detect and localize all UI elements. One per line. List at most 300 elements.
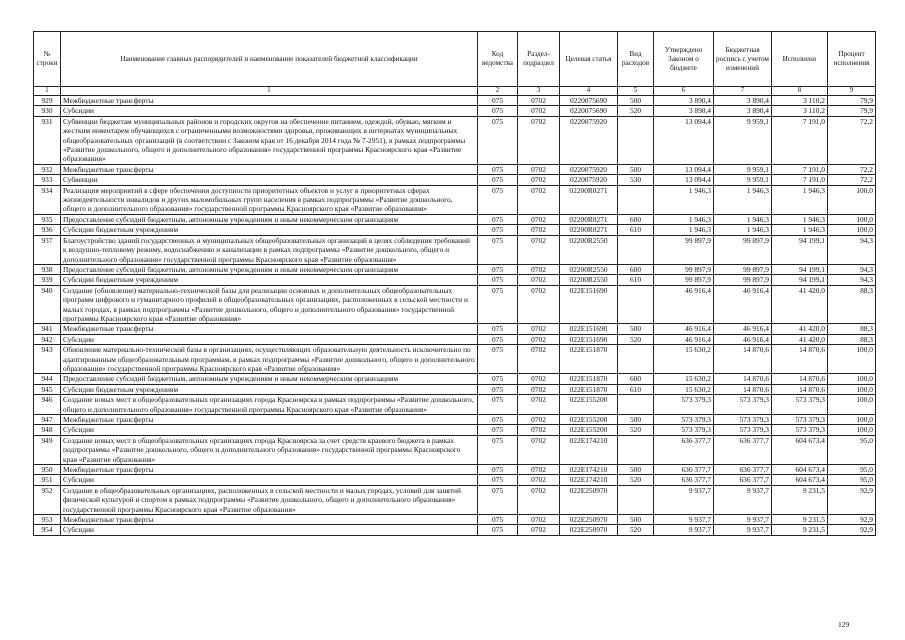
row-number-cell: 945 [34,384,61,394]
row-number-cell: 944 [34,374,61,384]
budget-schedule-amount-cell: 636 377,7 [714,465,772,475]
table-row [34,435,876,464]
section-cell: 0702 [518,465,560,475]
budget-report-sheet [33,31,875,536]
percent-cell: 95,0 [828,465,876,475]
column-number: 5 [618,87,654,96]
section-cell: 0702 [518,185,560,214]
table-row [34,384,876,394]
row-number-cell: 946 [34,395,61,415]
header-department-code: Код ведомства [478,32,518,87]
row-number-cell: 936 [34,225,61,235]
percent-cell: 72,2 [828,175,876,185]
section-cell: 0702 [518,415,560,425]
budget-schedule-amount-cell: 9 937,7 [714,525,772,535]
approved-amount-cell: 46 916,4 [654,334,714,344]
executed-amount-cell: 14 870,6 [772,384,828,394]
department-code-cell: 075 [478,465,518,475]
expense-type-cell [618,285,654,324]
expense-type-cell: 500 [618,96,654,106]
row-name-cell: Межбюджетные трансферты [61,96,478,106]
section-cell: 0702 [518,384,560,394]
target-item-cell: 022E151870 [560,345,618,374]
approved-amount-cell: 9 937,7 [654,485,714,514]
expense-type-cell [618,185,654,214]
header-approved: Утверждено Законом о бюджете [654,32,714,87]
percent-cell: 95,0 [828,435,876,464]
budget-schedule-amount-cell: 636 377,7 [714,435,772,464]
executed-amount-cell: 3 110,2 [772,106,828,116]
percent-cell: 92,9 [828,485,876,514]
header-section: Раздел-подраздел [518,32,560,87]
section-cell: 0702 [518,225,560,235]
section-cell: 0702 [518,334,560,344]
row-name-cell: Субсидии бюджетным учреждениям [61,275,478,285]
row-name-cell: Благоустройство зданий государственных и муниципальных общеобразовательных организаций в целях соблюдения требований к воздушно-тепловому режиму, водоснабжению и канализации в рамках подпрограммы «Развитие дошкольного, общего и дополнительного образования» государственной программы Красноярского края «Развитие образования» [61,235,478,264]
department-code-cell: 075 [478,116,518,164]
budget-schedule-amount-cell: 99 897,9 [714,235,772,264]
target-item-cell: 022E174210 [560,465,618,475]
department-code-cell: 075 [478,485,518,514]
budget-schedule-amount-cell: 46 916,4 [714,334,772,344]
table-row [34,395,876,415]
percent-cell: 95,0 [828,475,876,485]
expense-type-cell: 500 [618,164,654,174]
budget-schedule-amount-cell: 636 377,7 [714,475,772,485]
expense-type-cell: 610 [618,384,654,394]
header-expense-type: Вид расходов [618,32,654,87]
target-item-cell: 02200R0271 [560,214,618,224]
expense-type-cell: 520 [618,334,654,344]
executed-amount-cell: 14 870,6 [772,374,828,384]
row-name-cell: Предоставление субсидий бюджетным, автономным учреждениям и иным некоммерческим организациям [61,264,478,274]
approved-amount-cell: 573 379,3 [654,425,714,435]
expense-type-cell: 600 [618,374,654,384]
executed-amount-cell: 41 420,0 [772,285,828,324]
executed-amount-cell: 1 946,3 [772,214,828,224]
budget-table [33,31,876,536]
row-name-cell: Создание новых мест в общеобразовательных организациях города Красноярска за счет средств краевого бюджета в рамках подпрограммы «Развитие дошкольного, общего и дополнительного образования» государственной программы Красноярского края «Развитие образования» [61,435,478,464]
row-number-cell: 929 [34,96,61,106]
column-number: 7 [714,87,772,96]
row-number-cell: 931 [34,116,61,164]
budget-schedule-amount-cell: 14 870,6 [714,384,772,394]
expense-type-cell [618,435,654,464]
table-row [34,185,876,214]
table-row [34,334,876,344]
table-row [34,235,876,264]
target-item-cell: 022E151870 [560,384,618,394]
expense-type-cell [618,235,654,264]
percent-cell: 94,3 [828,264,876,274]
section-cell: 0702 [518,324,560,334]
target-item-cell: 02200R2550 [560,264,618,274]
table-row [34,324,876,334]
expense-type-cell: 600 [618,214,654,224]
row-name-cell: Межбюджетные трансферты [61,465,478,475]
executed-amount-cell: 9 231,5 [772,485,828,514]
target-item-cell: 022E155200 [560,415,618,425]
section-cell: 0702 [518,106,560,116]
budget-schedule-amount-cell: 1 946,3 [714,225,772,235]
section-cell: 0702 [518,214,560,224]
target-item-cell: 022E155200 [560,395,618,415]
header-executed: Исполнено [772,32,828,87]
row-name-cell: Межбюджетные трансферты [61,515,478,525]
approved-amount-cell: 99 897,9 [654,264,714,274]
executed-amount-cell: 9 231,5 [772,525,828,535]
target-item-cell: 022E174210 [560,475,618,485]
row-name-cell: Субсидии [61,106,478,116]
section-cell: 0702 [518,515,560,525]
row-name-cell: Предоставление субсидий бюджетным, автономным учреждениям и иным некоммерческим организациям [61,214,478,224]
target-item-cell: 0220075920 [560,164,618,174]
row-number-cell: 934 [34,185,61,214]
percent-cell: 100,0 [828,425,876,435]
row-number-cell: 932 [34,164,61,174]
percent-cell: 94,3 [828,275,876,285]
target-item-cell: 02200R0271 [560,225,618,235]
department-code-cell: 075 [478,384,518,394]
executed-amount-cell: 14 870,6 [772,345,828,374]
percent-cell: 79,9 [828,96,876,106]
table-row [34,285,876,324]
section-cell: 0702 [518,275,560,285]
expense-type-cell: 520 [618,525,654,535]
row-name-cell: Субвенции бюджетам муниципальных районов и городских округов на обеспечение питанием, одеждой, обувью, мягким и жестким инвентарем обучающихся с ограниченными возможностями здоровья, проживающих в интернатах муниципальных общеобразовательных организаций (в соответствии с Законом края от 16 декабря 2014 года № 7-2951), в рамках подпрограммы «Развитие дошкольного, общего и дополнительного образования» государственной программы Красноярского края «Развитие образования» [61,116,478,164]
executed-amount-cell: 41 420,0 [772,334,828,344]
department-code-cell: 075 [478,264,518,274]
approved-amount-cell: 636 377,7 [654,475,714,485]
header-budget-schedule: Бюджетная роспись с учетом изменений [714,32,772,87]
expense-type-cell: 600 [618,264,654,274]
section-cell: 0702 [518,345,560,374]
section-cell: 0702 [518,425,560,435]
row-name-cell: Субсидии бюджетным учреждениям [61,225,478,235]
table-row [34,515,876,525]
column-number: 3 [518,87,560,96]
department-code-cell: 075 [478,175,518,185]
table-row [34,345,876,374]
row-number-cell: 942 [34,334,61,344]
budget-schedule-amount-cell: 573 379,3 [714,425,772,435]
expense-type-cell [618,345,654,374]
budget-schedule-amount-cell: 99 897,9 [714,264,772,274]
department-code-cell: 075 [478,275,518,285]
department-code-cell: 075 [478,285,518,324]
row-name-cell: Субсидии [61,525,478,535]
department-code-cell: 075 [478,415,518,425]
row-name-cell: Субсидии [61,425,478,435]
section-cell: 0702 [518,164,560,174]
row-name-cell: Создание (обновление) материально-технической базы для реализации основных и дополнительных общеобразовательных программ цифрового и гуманитарного профилей в общеобразовательных организациях, расположенных в сельской местности и малых городах, в рамках подпрограммы «Развитие дошкольного, общего и дополнительного образования» государственной программы Красноярского края «Развитие образования» [61,285,478,324]
section-cell: 0702 [518,235,560,264]
header-percent: Процент исполнения [828,32,876,87]
percent-cell: 72,2 [828,164,876,174]
approved-amount-cell: 9 937,7 [654,525,714,535]
row-name-cell: Предоставление субсидий бюджетным, автономным учреждениям и иным некоммерческим организациям [61,374,478,384]
section-cell: 0702 [518,525,560,535]
executed-amount-cell: 1 946,3 [772,225,828,235]
section-cell: 0702 [518,116,560,164]
row-name-cell: Обновление материально-технической базы в организациях, осуществляющих образовательную деятельность исключительно по адаптированным общеобразовательным программам, в рамках подпрограммы «Развитие дошкольного, общего и дополнительного образования» государственной программы Красноярского края «Развитие образования» [61,345,478,374]
department-code-cell: 075 [478,235,518,264]
executed-amount-cell: 9 231,5 [772,515,828,525]
percent-cell: 92,9 [828,515,876,525]
table-header-row [34,32,876,87]
row-name-cell: Межбюджетные трансферты [61,324,478,334]
department-code-cell: 075 [478,525,518,535]
header-target-item: Целевая статья [560,32,618,87]
budget-schedule-amount-cell: 1 946,3 [714,185,772,214]
row-number-cell: 933 [34,175,61,185]
row-number-cell: 938 [34,264,61,274]
percent-cell: 72,2 [828,116,876,164]
budget-schedule-amount-cell: 9 959,1 [714,175,772,185]
budget-schedule-amount-cell: 573 379,3 [714,415,772,425]
budget-schedule-amount-cell: 9 937,7 [714,485,772,514]
row-name-cell: Субсидии [61,475,478,485]
row-number-cell: 949 [34,435,61,464]
column-number: 8 [772,87,828,96]
approved-amount-cell: 636 377,7 [654,435,714,464]
budget-schedule-amount-cell: 9 959,1 [714,116,772,164]
percent-cell: 100,0 [828,345,876,374]
row-name-cell: Создание новых мест в общеобразовательных организациях города Красноярска в рамках подпрограммы «Развитие дошкольного, общего и дополнительного образования» государственной программы Красноярского края «Развитие образования» [61,395,478,415]
approved-amount-cell: 9 937,7 [654,515,714,525]
table-row [34,374,876,384]
executed-amount-cell: 604 673,4 [772,475,828,485]
expense-type-cell: 520 [618,106,654,116]
executed-amount-cell: 1 946,3 [772,185,828,214]
column-number: 6 [654,87,714,96]
table-row [34,214,876,224]
table-row [34,425,876,435]
percent-cell: 100,0 [828,384,876,394]
table-row [34,525,876,535]
table-row [34,415,876,425]
department-code-cell: 075 [478,374,518,384]
percent-cell: 92,9 [828,525,876,535]
department-code-cell: 075 [478,334,518,344]
approved-amount-cell: 15 630,2 [654,345,714,374]
target-item-cell: 022E151690 [560,285,618,324]
section-cell: 0702 [518,475,560,485]
section-cell: 0702 [518,485,560,514]
target-item-cell: 022E250970 [560,515,618,525]
target-item-cell: 0220075690 [560,96,618,106]
department-code-cell: 075 [478,225,518,235]
budget-schedule-amount-cell: 14 870,6 [714,374,772,384]
row-name-cell: Межбюджетные трансферты [61,415,478,425]
approved-amount-cell: 573 379,3 [654,415,714,425]
executed-amount-cell: 3 110,2 [772,96,828,106]
expense-type-cell: 500 [618,515,654,525]
approved-amount-cell: 13 094,4 [654,164,714,174]
expense-type-cell [618,485,654,514]
approved-amount-cell: 1 946,3 [654,214,714,224]
executed-amount-cell: 573 379,3 [772,395,828,415]
approved-amount-cell: 15 630,2 [654,384,714,394]
expense-type-cell: 500 [618,415,654,425]
target-item-cell: 0220075920 [560,175,618,185]
executed-amount-cell: 573 379,3 [772,415,828,425]
executed-amount-cell: 94 199,1 [772,275,828,285]
percent-cell: 94,3 [828,235,876,264]
row-name-cell: Создание в общеобразовательных организациях, расположенных в сельской местности и малых городах, условий для занятий физической культурой и спортом в рамках подпрограммы «Развитие дошкольного, общего и дополнительного образования» государственной программы Красноярского края «Развитие образования» [61,485,478,514]
column-number: 9 [828,87,876,96]
percent-cell: 100,0 [828,415,876,425]
row-number-cell: 950 [34,465,61,475]
target-item-cell: 0220075920 [560,116,618,164]
row-name-cell: Межбюджетные трансферты [61,164,478,174]
executed-amount-cell: 41 420,0 [772,324,828,334]
expense-type-cell: 520 [618,475,654,485]
row-number-cell: 947 [34,415,61,425]
approved-amount-cell: 13 094,4 [654,116,714,164]
approved-amount-cell: 1 946,3 [654,185,714,214]
section-cell: 0702 [518,175,560,185]
budget-schedule-amount-cell: 46 916,4 [714,324,772,334]
target-item-cell: 02200R2550 [560,235,618,264]
section-cell: 0702 [518,96,560,106]
section-cell: 0702 [518,264,560,274]
table-row [34,106,876,116]
row-name-cell: Субвенции [61,175,478,185]
table-row [34,96,876,106]
expense-type-cell: 610 [618,225,654,235]
row-name-cell: Субсидии [61,334,478,344]
approved-amount-cell: 15 630,2 [654,374,714,384]
row-number-cell: 939 [34,275,61,285]
executed-amount-cell: 573 379,3 [772,425,828,435]
section-cell: 0702 [518,395,560,415]
approved-amount-cell: 636 377,7 [654,465,714,475]
target-item-cell: 02200R0271 [560,185,618,214]
department-code-cell: 075 [478,106,518,116]
target-item-cell: 0220075690 [560,106,618,116]
percent-cell: 100,0 [828,374,876,384]
target-item-cell: 02200R2550 [560,275,618,285]
approved-amount-cell: 1 946,3 [654,225,714,235]
row-name-cell: Реализация мероприятий в сфере обеспечения доступности приоритетных объектов и услуг в приоритетных сферах жизнедеятельности инвалидов и других маломобильных групп населения в рамках подпрограммы «Развитие дошкольного, общего и дополнительного образования» государственной программы Красноярского края «Развитие образования» [61,185,478,214]
budget-schedule-amount-cell: 1 946,3 [714,214,772,224]
section-cell: 0702 [518,435,560,464]
expense-type-cell: 520 [618,425,654,435]
table-row [34,475,876,485]
target-item-cell: 022E250970 [560,525,618,535]
target-item-cell: 022E250970 [560,485,618,514]
percent-cell: 100,0 [828,185,876,214]
executed-amount-cell: 604 673,4 [772,465,828,475]
table-row [34,275,876,285]
target-item-cell: 022E151690 [560,334,618,344]
approved-amount-cell: 3 890,4 [654,106,714,116]
row-number-cell: 937 [34,235,61,264]
budget-schedule-amount-cell: 573 379,3 [714,395,772,415]
percent-cell: 88,3 [828,334,876,344]
table-row [34,465,876,475]
approved-amount-cell: 573 379,3 [654,395,714,415]
department-code-cell: 075 [478,425,518,435]
row-number-cell: 943 [34,345,61,374]
expense-type-cell [618,395,654,415]
column-number: 1 [34,87,61,96]
approved-amount-cell: 99 897,9 [654,275,714,285]
executed-amount-cell: 604 673,4 [772,435,828,464]
executed-amount-cell: 94 199,1 [772,235,828,264]
executed-amount-cell: 94 199,1 [772,264,828,274]
column-number: 4 [560,87,618,96]
header-name: Наименование главных распорядителей и наименование показателей бюджетной классификации [61,32,478,87]
budget-schedule-amount-cell: 14 870,6 [714,345,772,374]
approved-amount-cell: 13 094,4 [654,175,714,185]
expense-type-cell: 610 [618,275,654,285]
percent-cell: 100,0 [828,225,876,235]
row-number-cell: 940 [34,285,61,324]
target-item-cell: 022E155200 [560,425,618,435]
executed-amount-cell: 7 191,0 [772,175,828,185]
section-cell: 0702 [518,374,560,384]
percent-cell: 88,3 [828,324,876,334]
percent-cell: 100,0 [828,214,876,224]
page-number: 129 [838,620,850,629]
percent-cell: 88,3 [828,285,876,324]
department-code-cell: 075 [478,214,518,224]
approved-amount-cell: 99 897,9 [654,235,714,264]
table-row [34,264,876,274]
table-row [34,164,876,174]
percent-cell: 79,9 [828,106,876,116]
department-code-cell: 075 [478,435,518,464]
department-code-cell: 075 [478,475,518,485]
budget-schedule-amount-cell: 3 890,4 [714,96,772,106]
row-number-cell: 953 [34,515,61,525]
column-number-row [34,87,876,96]
department-code-cell: 075 [478,395,518,415]
row-number-cell: 951 [34,475,61,485]
expense-type-cell: 500 [618,465,654,475]
column-number: 1 [61,87,478,96]
table-row [34,175,876,185]
department-code-cell: 075 [478,324,518,334]
department-code-cell: 075 [478,345,518,374]
department-code-cell: 075 [478,515,518,525]
row-number-cell: 952 [34,485,61,514]
row-number-cell: 941 [34,324,61,334]
row-name-cell: Субсидии бюджетным учреждениям [61,384,478,394]
row-number-cell: 935 [34,214,61,224]
budget-schedule-amount-cell: 9 959,1 [714,164,772,174]
approved-amount-cell: 46 916,4 [654,324,714,334]
expense-type-cell: 500 [618,324,654,334]
table-row [34,485,876,514]
department-code-cell: 075 [478,96,518,106]
executed-amount-cell: 7 191,0 [772,164,828,174]
budget-schedule-amount-cell: 3 890,4 [714,106,772,116]
row-number-cell: 930 [34,106,61,116]
table-row [34,116,876,164]
department-code-cell: 075 [478,185,518,214]
column-number: 2 [478,87,518,96]
header-row-number: № строки [34,32,61,87]
row-number-cell: 948 [34,425,61,435]
approved-amount-cell: 46 916,4 [654,285,714,324]
expense-type-cell [618,116,654,164]
table-row [34,225,876,235]
department-code-cell: 075 [478,164,518,174]
target-item-cell: 022E151870 [560,374,618,384]
